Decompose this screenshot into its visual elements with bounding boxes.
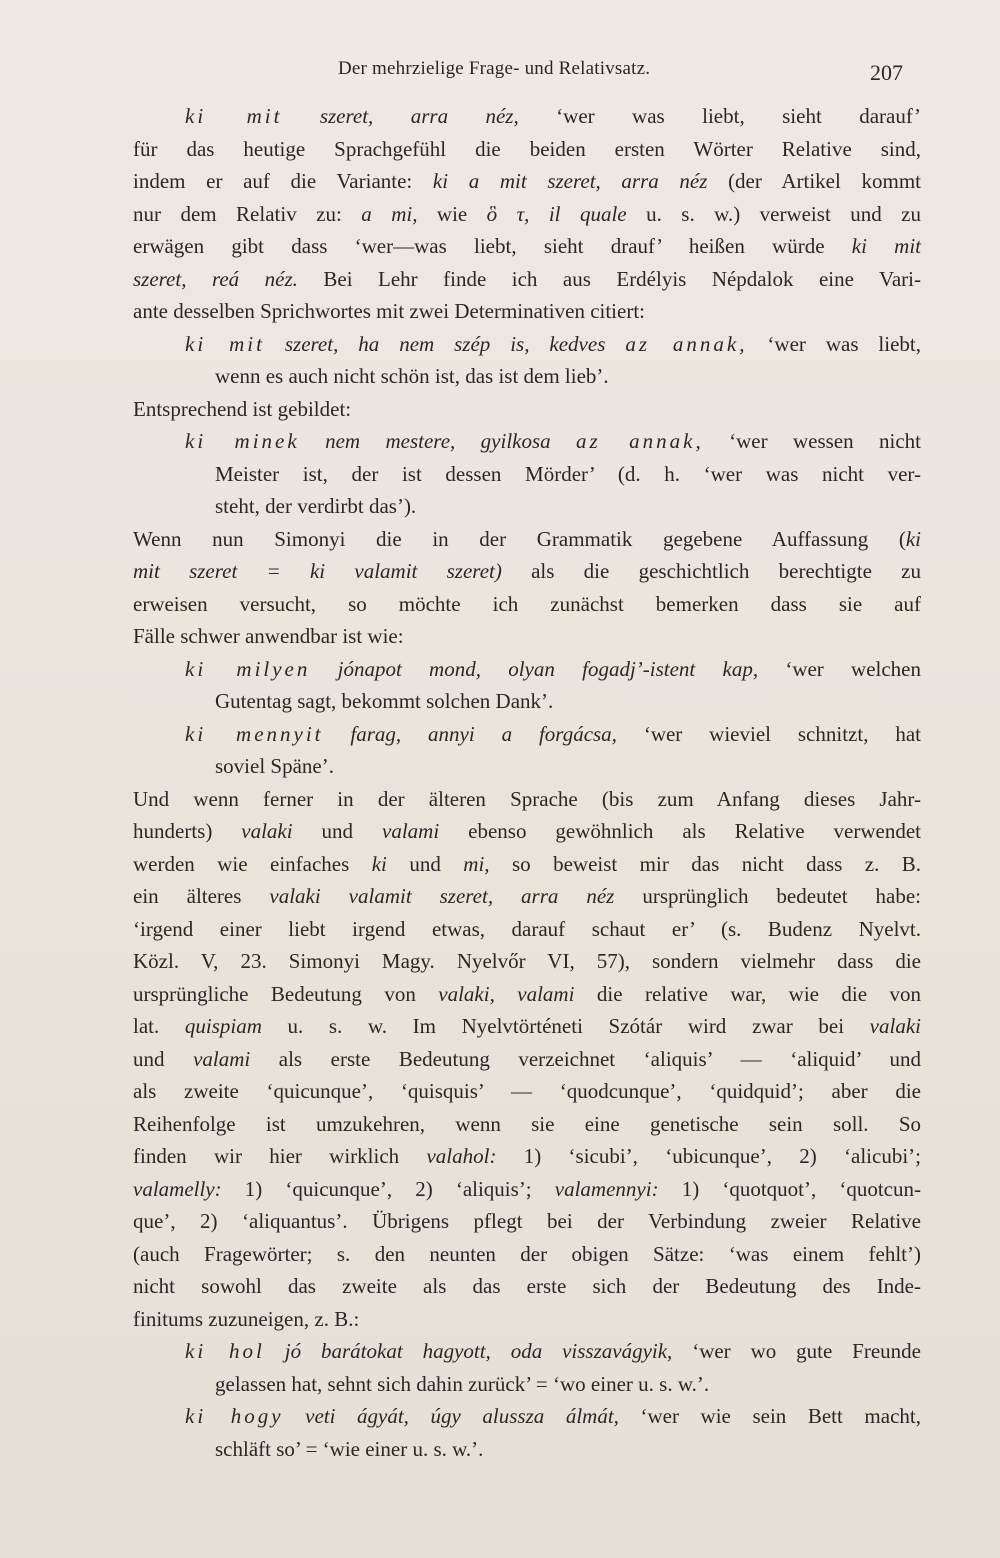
text-line [133,848,921,881]
text-line [133,198,921,231]
text-segment: werden wie einfaches [133,851,372,876]
text-line [133,913,921,946]
text-segment: lat. [133,1014,185,1038]
hungarian-example-text: ki hol [185,1339,265,1363]
hungarian-example-text: valami [193,1046,251,1071]
text-segment: ursprüngliche Bedeutung von [133,981,439,1006]
hungarian-example-text: il quale [548,201,627,226]
text-line [133,425,921,458]
hungarian-example-text: jó barátokat hagyott, oda visszavágyik, [264,1339,673,1363]
body-text [133,100,921,1465]
hungarian-example-text: szeret, ha nem szép is, kedves [264,331,626,356]
hungarian-example-text: ki hogy [185,1404,284,1428]
hungarian-example-text: valahol: [426,1144,497,1168]
text-line [133,100,921,133]
hungarian-example-text: mi, [463,851,490,876]
text-line [133,1433,921,1466]
text-line [133,133,921,166]
hungarian-example-text: quispiam [184,1014,262,1038]
hungarian-example-text: szeret, arra néz, [282,104,519,128]
text-segment: als die geschichtlich berechtigte zu [501,559,921,583]
text-line [133,588,921,621]
text-segment: als erste Bedeutung verzeichnet ‘aliquis’ — ‘aliquid’ und [250,1046,922,1071]
text-segment: wenn es auch nicht schön ist, das ist dem lieb’. [215,364,609,388]
hungarian-example-text: ki a mit szeret, arra néz [432,169,708,193]
hungarian-example-text: valaki [241,819,293,843]
text-segment: nicht sowohl das zweite als das erste sich der Bedeutung des Inde- [133,1274,921,1298]
text-segment: nur dem Relativ zu: [133,201,362,226]
hungarian-example-text: valami [382,819,440,843]
page-number: 207 [870,60,903,85]
text-segment: Bei Lehr finde ich aus Erdélyis Népdalok eine Vari- [297,266,922,291]
text-segment: erweisen versucht, so möchte ich zunächst bemerken dass sie auf [133,591,921,616]
text-segment: que’, 2) ‘aliquantus’. Übrigens pflegt bei der Verbindung zweier Relative [133,1209,921,1233]
running-title: Der mehrzielige Frage- und Relativsatz. [338,58,651,79]
text-line [133,1010,921,1043]
hungarian-example-text: ki [905,526,921,551]
text-segment: die relative war, wie die von [574,981,922,1006]
text-line [133,523,921,556]
text-segment: erwägen gibt dass ‘wer—was liebt, sieht drauf’ heißen würde [133,234,852,258]
text-segment [529,202,548,226]
hungarian-example-text: valaki, valami [438,981,575,1006]
text-segment: 1) ‘sicubi’, ‘ubicunque’, 2) ‘alicubi’; [496,1144,921,1168]
text-segment: Fälle schwer anwendbar ist wie: [133,624,404,648]
text-segment: und [292,819,383,843]
text-segment: soviel Späne’. [215,754,334,778]
text-segment: für das heutige Sprachgefühl die beiden ersten Wörter Relative sind, [133,136,921,161]
hungarian-example-text: ὃ τ, [486,201,530,226]
text-segment: Közl. V, 23. Simonyi Magy. Nyelvőr VI, 57), sondern vielmehr dass die [133,949,921,973]
hungarian-example-text: mit szeret = ki valamit szeret) [133,559,502,583]
hungarian-example-text: ki milyen [185,656,311,681]
text-line [133,230,921,263]
hungarian-example-text: veti ágyát, úgy alussza álmát, [283,1404,619,1428]
text-line [133,1043,921,1076]
text-segment: ante desselben Sprichwortes mit zwei Determinativen citiert: [133,299,645,323]
text-segment: 1) ‘quicunque’, 2) ‘aliquis’; [221,1176,555,1201]
text-segment: als zweite ‘quicunque’, ‘quisquis’ — ‘quodcunque’, ‘quidquid’; aber die [133,1079,921,1103]
hungarian-example-text: valaki valamit szeret, arra néz [269,884,615,908]
text-line [133,360,921,393]
text-segment: Wenn nun Simonyi die in der Grammatik gegebene Auffassung ( [133,526,906,551]
text-line [133,458,921,491]
text-line [133,1108,921,1141]
text-line [133,685,921,718]
text-line [133,393,921,426]
text-line [133,1205,921,1238]
text-line [133,490,921,523]
text-segment: ‘wer was liebt, sieht darauf’ [518,104,921,128]
text-segment: 1) ‘quotquot’, ‘quotcun- [658,1176,921,1201]
text-segment: ursprünglich bedeutet habe: [614,884,922,908]
text-line [133,165,921,198]
text-segment: gelassen hat, sehnt sich dahin zurück’ = ‘wo einer u. s. w.’. [215,1371,710,1396]
text-segment: finitums zuzuneigen, z. B.: [133,1306,360,1331]
text-line [133,1238,921,1271]
text-segment: u. s. w. Im Nyelvtörténeti Szótár wird zwar bei [261,1014,870,1038]
hungarian-example-text: ki mit [851,234,921,258]
text-segment: ‘wer wie sein Bett macht, [618,1404,921,1428]
text-line [133,880,921,913]
text-line [133,783,921,816]
text-line [133,1140,921,1173]
hungarian-example-text: ki [371,851,387,876]
text-line [133,815,921,848]
text-segment: u. s. w.) verweist und zu [626,201,921,226]
text-line [133,263,921,296]
text-line [133,1075,921,1108]
text-segment: Gutentag sagt, bekommt solchen Dank’. [215,689,554,713]
text-segment: wie [417,201,487,226]
text-segment: so beweist mir das nicht dass z. B. [489,851,922,876]
text-segment: ‘wer wieviel schnitzt, hat [616,721,921,746]
text-line [133,1270,921,1303]
text-line [133,750,921,783]
text-segment: und [386,851,464,876]
text-segment: (der Artikel kommt [707,169,921,193]
hungarian-example-text: valaki [869,1014,921,1038]
text-segment: Meister ist, der ist dessen Mörder’ (d. h. ‘wer was nicht ver- [215,461,921,486]
text-segment: Reihenfolge ist umzukehren, wenn sie eine genetische sein soll. So [133,1111,921,1136]
text-segment: Entsprechend ist gebildet: [133,396,352,421]
text-segment: (auch Fragewörter; s. den neunten der obigen Sätze: ‘was einem fehlt’) [133,1241,921,1266]
text-line [133,978,921,1011]
hungarian-example-text: farag, annyi a forgácsa, [323,721,617,746]
hungarian-example-text: az annak, [576,429,704,453]
text-segment: Und wenn ferner in der älteren Sprache (bis zum Anfang dieses Jahr- [133,786,921,811]
text-segment: ein älteres [133,884,270,908]
text-line [133,295,921,328]
text-line [133,945,921,978]
hungarian-example-text: szeret, reá néz. [133,266,298,291]
text-segment: hunderts) [133,819,242,843]
text-segment: ebenso gewöhnlich als Relative verwendet [439,819,922,843]
text-line [133,555,921,588]
hungarian-example-text: valamelly: [133,1176,222,1201]
text-line [133,1368,921,1401]
text-segment: finden wir hier wirklich [133,1144,427,1168]
text-segment: ‘wer wo gute Freunde [672,1339,921,1363]
text-line [133,1400,921,1433]
text-line [133,1173,921,1206]
text-line [133,620,921,653]
hungarian-example-text: ki mennyit [185,721,324,746]
text-line [133,1303,921,1336]
text-line [133,718,921,751]
hungarian-example-text: az annak, [625,331,748,356]
hungarian-example-text: ki mit [185,331,265,356]
hungarian-example-text: jónapot mond, olyan fogadj’-istent kap, [310,656,759,681]
text-segment: steht, der verdirbt das’). [215,494,417,518]
hungarian-example-text: valamennyi: [554,1176,659,1201]
hungarian-example-text: nem mestere, gyilkosa [299,429,577,453]
text-segment: ‘irgend einer liebt irgend etwas, darauf schaut er’ (s. Budenz Nyelvt. [133,916,921,941]
page-header [0,58,1000,88]
hungarian-example-text: a mi, [361,201,418,226]
text-segment: und [133,1046,194,1071]
text-segment: ‘wer welchen [758,656,922,681]
text-line [133,328,921,361]
text-segment: ‘wer wessen nicht [703,429,922,453]
text-segment: ‘wer was liebt, [747,331,922,356]
text-line [133,1335,921,1368]
hungarian-example-text: ki mit [185,104,283,128]
text-line [133,653,921,686]
text-segment: schläft so’ = ‘wie einer u. s. w.’. [215,1436,484,1461]
text-segment: indem er auf die Variante: [133,169,433,193]
hungarian-example-text: ki minek [185,429,300,453]
